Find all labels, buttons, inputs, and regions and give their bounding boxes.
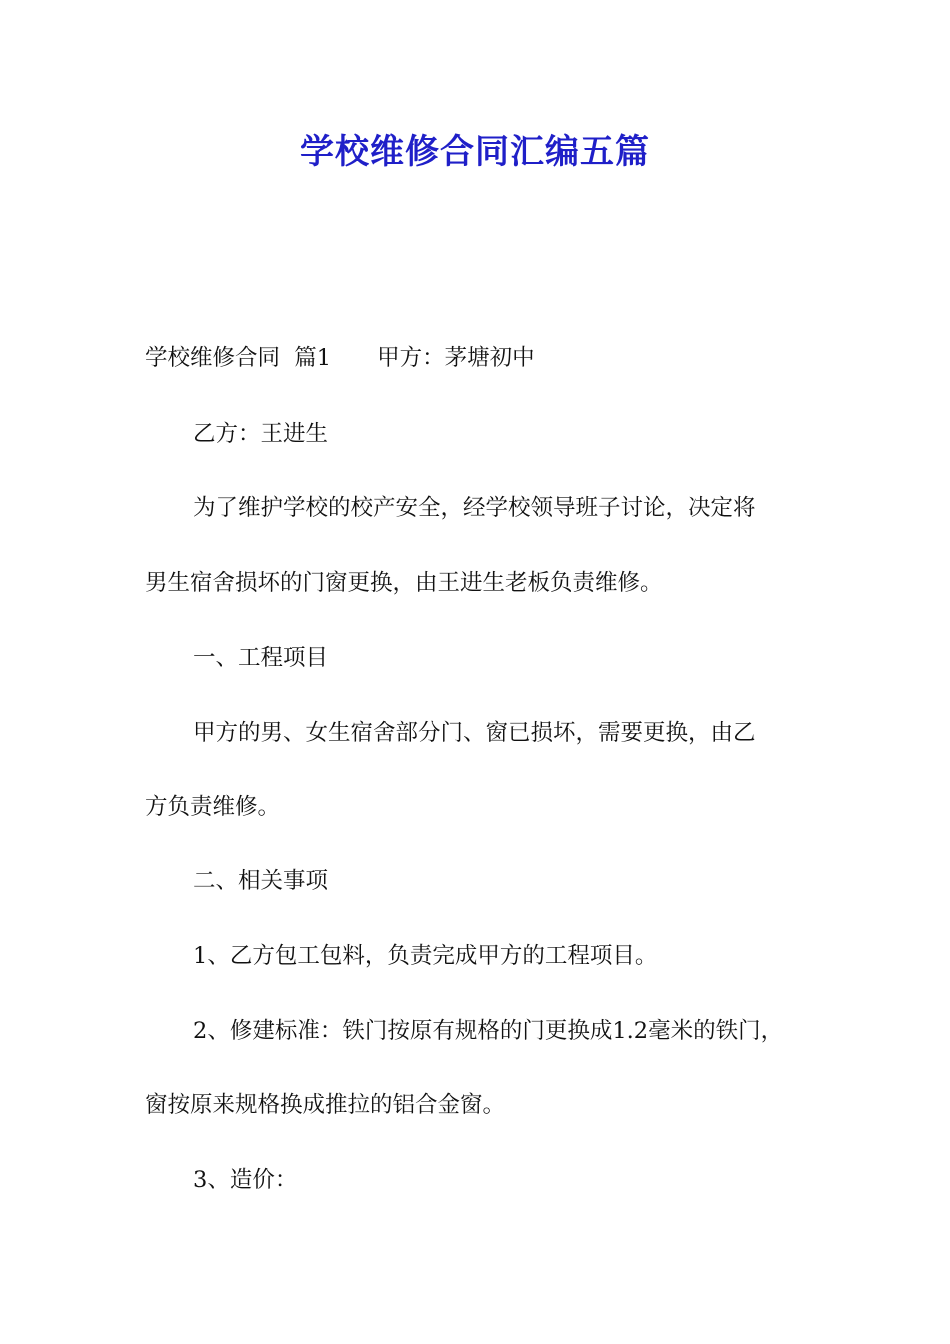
list-item: 1、乙方包工包料，负责完成甲方的工程项目。 — [193, 943, 658, 969]
paragraph-line: 方负责维修。 — [145, 794, 281, 820]
list-item: 2、修建标准：铁门按原有规格的门更换成1.2毫米的铁门， — [193, 1018, 784, 1044]
list-item: 3、造价： — [193, 1167, 298, 1193]
section-heading-project: 一、工程项目 — [193, 645, 329, 671]
document-title: 学校维修合同汇编五篇 — [300, 132, 650, 172]
paragraph-line: 男生宿舍损坏的门窗更换，由王进生老板负责维修。 — [145, 570, 663, 596]
section-heading-line — [145, 340, 535, 376]
section-label: 学校维修合同 篇1 — [145, 345, 332, 371]
paragraph-line: 为了维护学校的校产安全，经学校领导班子讨论，决定将 — [193, 495, 756, 521]
paragraph-line: 甲方的男、女生宿舍部分门、窗已损坏，需要更换，由乙 — [193, 720, 756, 746]
section-heading-matters: 二、相关事项 — [193, 868, 329, 894]
party-b-line: 乙方：王进生 — [193, 421, 329, 447]
party-a-line: 甲方：茅塘初中 — [377, 345, 535, 371]
paragraph-line: 窗按原来规格换成推拉的铝合金窗。 — [145, 1092, 506, 1118]
